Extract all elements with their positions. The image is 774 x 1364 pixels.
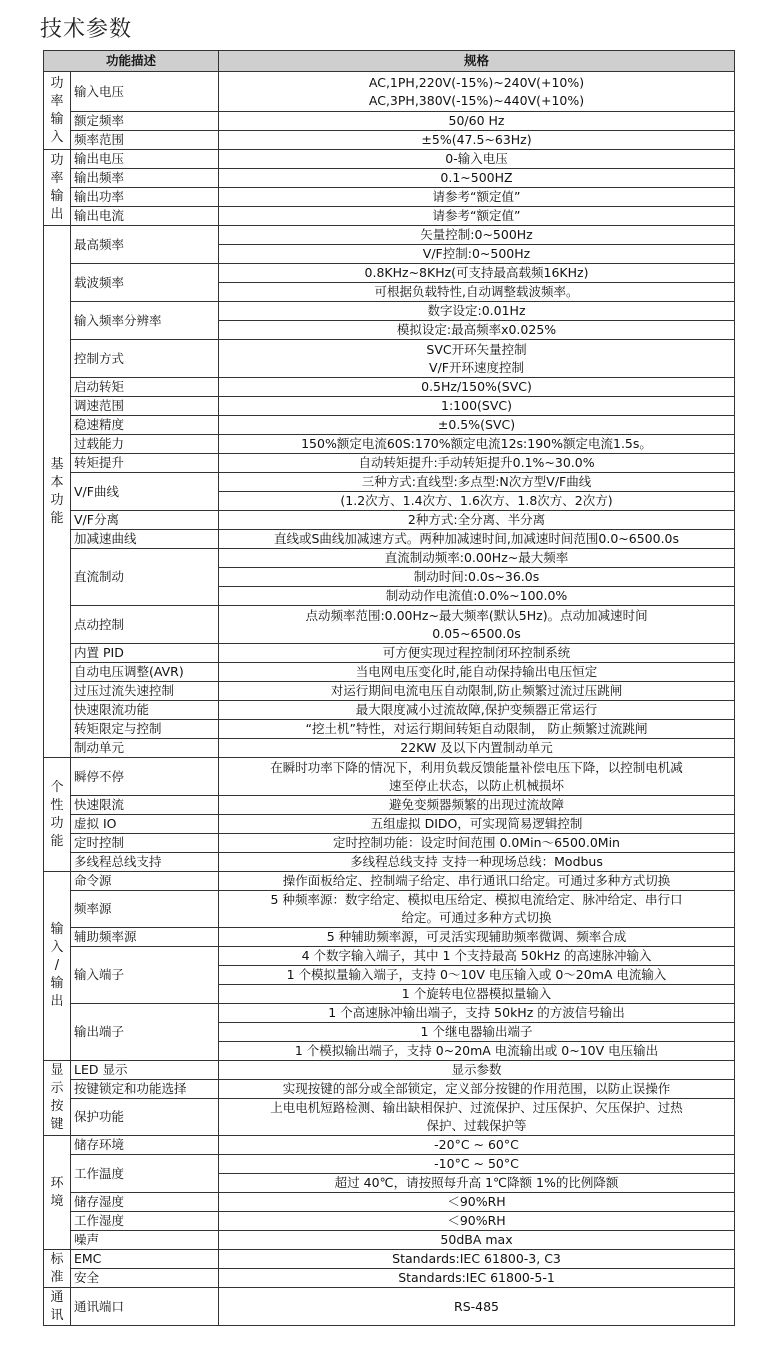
spec-cell: 22KW 及以下内置制动单元 xyxy=(219,739,735,758)
function-cell: 工作湿度 xyxy=(71,1212,219,1231)
table-row xyxy=(44,928,735,947)
function-cell: LED 显示 xyxy=(71,1061,219,1080)
spec-cell: 1 个继电器输出端子 xyxy=(219,1023,735,1042)
table-row xyxy=(44,264,735,283)
spec-cell: 最大限度减小过流故障,保护变频器正常运行 xyxy=(219,701,735,720)
function-cell: 载波频率 xyxy=(71,264,219,302)
function-cell: 过载能力 xyxy=(71,435,219,454)
spec-cell: 4 个数字输入端子，其中 1 个支持最高 50kHz 的高速脉冲输入 xyxy=(219,947,735,966)
spec-cell: 避免变频器频繁的出现过流故障 xyxy=(219,796,735,815)
spec-table xyxy=(43,50,735,1326)
spec-cell: 150%额定电流60S:170%额定电流12s:190%额定电流1.5s。 xyxy=(219,435,735,454)
spec-cell: SVC开环矢量控制 V/F开环速度控制 xyxy=(219,340,735,378)
table-row xyxy=(44,112,735,131)
table-row xyxy=(44,1004,735,1023)
spec-cell: 点动频率范围:0.00Hz~最大频率(默认5Hz)。点动加减速时间 0.05~6500.0s xyxy=(219,606,735,644)
function-cell: 输出电流 xyxy=(71,207,219,226)
category-cell: 标 准 xyxy=(44,1250,71,1288)
table-row xyxy=(44,606,735,644)
table-row xyxy=(44,302,735,321)
table-row xyxy=(44,872,735,891)
function-cell: 额定频率 xyxy=(71,112,219,131)
function-cell: 储存环境 xyxy=(71,1136,219,1155)
spec-cell: 5 种辅助频率源，可灵活实现辅助频率微调、频率合成 xyxy=(219,928,735,947)
spec-cell: 自动转矩提升:手动转矩提升0.1%~30.0% xyxy=(219,454,735,473)
spec-cell: 直线或S曲线加减速方式。两种加减速时间,加减速时间范围0.0~6500.0s xyxy=(219,530,735,549)
spec-cell: RS-485 xyxy=(219,1288,735,1326)
function-cell: 输出端子 xyxy=(71,1004,219,1061)
spec-cell: 制动动作电流值:0.0%~100.0% xyxy=(219,587,735,606)
function-cell: 输出功率 xyxy=(71,188,219,207)
function-cell: 工作温度 xyxy=(71,1155,219,1193)
table-row xyxy=(44,131,735,150)
table-row xyxy=(44,1250,735,1269)
category-cell: 通 讯 xyxy=(44,1288,71,1326)
function-cell: 快速限流 xyxy=(71,796,219,815)
table-row xyxy=(44,511,735,530)
spec-cell: 超过 40℃，请按照每升高 1℃降额 1%的比例降额 xyxy=(219,1174,735,1193)
spec-cell: 上电电机短路检测、输出缺相保护、过流保护、过压保护、欠压保护、过热 保护、过载保护等 xyxy=(219,1099,735,1136)
table-row xyxy=(44,454,735,473)
spec-cell: 50/60 Hz xyxy=(219,112,735,131)
table-row xyxy=(44,226,735,245)
header-spec: 规格 xyxy=(219,51,735,72)
table-row xyxy=(44,72,735,112)
function-cell: 输出频率 xyxy=(71,169,219,188)
function-cell: 稳速精度 xyxy=(71,416,219,435)
spec-cell: 0.8KHz~8KHz(可支持最高载频16KHz) xyxy=(219,264,735,283)
category-cell: 输 入 / 输 出 xyxy=(44,872,71,1061)
spec-cell: 2种方式:全分离、半分离 xyxy=(219,511,735,530)
spec-cell: AC,1PH,220V(-15%)~240V(+10%) AC,3PH,380V(-15%)~440V(+10%) xyxy=(219,72,735,112)
function-cell: 最高频率 xyxy=(71,226,219,264)
function-cell: 转矩提升 xyxy=(71,454,219,473)
function-cell: 调速范围 xyxy=(71,397,219,416)
function-cell: 频率范围 xyxy=(71,131,219,150)
table-row xyxy=(44,1269,735,1288)
spec-table-body xyxy=(44,72,735,1326)
spec-cell: Standards:IEC 61800-3, C3 xyxy=(219,1250,735,1269)
function-cell: 直流制动 xyxy=(71,549,219,606)
spec-cell: 请参考“额定值” xyxy=(219,188,735,207)
table-row xyxy=(44,796,735,815)
spec-cell: 操作面板给定、控制端子给定、串行通讯口给定。可通过多种方式切换 xyxy=(219,872,735,891)
function-cell: 输出电压 xyxy=(71,150,219,169)
table-row xyxy=(44,1193,735,1212)
table-header-row xyxy=(44,51,735,72)
table-row xyxy=(44,473,735,492)
function-cell: 定时控制 xyxy=(71,834,219,853)
spec-cell: 0.1~500HZ xyxy=(219,169,735,188)
spec-cell: 五组虚拟 DIDO，可实现简易逻辑控制 xyxy=(219,815,735,834)
table-row xyxy=(44,758,735,796)
function-cell: 多线程总线支持 xyxy=(71,853,219,872)
spec-cell: 定时控制功能：设定时间范围 0.0Min～6500.0Min xyxy=(219,834,735,853)
spec-cell: 1 个模拟输出端子，支持 0~20mA 电流输出或 0~10V 电压输出 xyxy=(219,1042,735,1061)
spec-cell: 50dBA max xyxy=(219,1231,735,1250)
spec-cell: 多线程总线支持 支持一种现场总线：Modbus xyxy=(219,853,735,872)
spec-cell: 实现按键的部分或全部锁定，定义部分按键的作用范围，以防止误操作 xyxy=(219,1080,735,1099)
header-function: 功能描述 xyxy=(44,51,219,72)
spec-cell: 数字设定:0.01Hz xyxy=(219,302,735,321)
spec-cell: 对运行期间电流电压自动限制,防止频繁过流过压跳闸 xyxy=(219,682,735,701)
function-cell: 加减速曲线 xyxy=(71,530,219,549)
spec-cell: 当电网电压变化时,能自动保持输出电压恒定 xyxy=(219,663,735,682)
table-row xyxy=(44,169,735,188)
table-row xyxy=(44,397,735,416)
function-cell: V/F曲线 xyxy=(71,473,219,511)
function-cell: 虚拟 IO xyxy=(71,815,219,834)
table-row xyxy=(44,720,735,739)
function-cell: 安全 xyxy=(71,1269,219,1288)
table-row xyxy=(44,1212,735,1231)
function-cell: 快速限流功能 xyxy=(71,701,219,720)
function-cell: 输入电压 xyxy=(71,72,219,112)
table-row xyxy=(44,416,735,435)
spec-cell: 制动时间:0.0s~36.0s xyxy=(219,568,735,587)
function-cell: 命令源 xyxy=(71,872,219,891)
category-cell: 个 性 功 能 xyxy=(44,758,71,872)
function-cell: V/F分离 xyxy=(71,511,219,530)
category-cell: 功 率 输 出 xyxy=(44,150,71,226)
table-row xyxy=(44,378,735,397)
spec-cell: 1 个高速脉冲输出端子，支持 50kHz 的方波信号输出 xyxy=(219,1004,735,1023)
spec-cell: ＜90%RH xyxy=(219,1193,735,1212)
spec-cell: 请参考“额定值” xyxy=(219,207,735,226)
table-row xyxy=(44,207,735,226)
function-cell: 频率源 xyxy=(71,891,219,928)
spec-cell: 模拟设定:最高频率x0.025% xyxy=(219,321,735,340)
function-cell: 内置 PID xyxy=(71,644,219,663)
function-cell: 自动电压调整(AVR) xyxy=(71,663,219,682)
table-row xyxy=(44,340,735,378)
spec-cell: “挖土机”特性，对运行期间转矩自动限制， 防止频繁过流跳闸 xyxy=(219,720,735,739)
function-cell: 噪声 xyxy=(71,1231,219,1250)
function-cell: 点动控制 xyxy=(71,606,219,644)
spec-cell: ±5%(47.5~63Hz) xyxy=(219,131,735,150)
table-row xyxy=(44,815,735,834)
function-cell: 按键锁定和功能选择 xyxy=(71,1080,219,1099)
spec-cell: (1.2次方、1.4次方、1.6次方、1.8次方、2次方) xyxy=(219,492,735,511)
table-row xyxy=(44,1155,735,1174)
table-row xyxy=(44,150,735,169)
function-cell: 瞬停不停 xyxy=(71,758,219,796)
spec-cell: 在瞬时功率下降的情况下，利用负载反馈能量补偿电压下降，以控制电机减 速至停止状态，以防止机械损坏 xyxy=(219,758,735,796)
spec-cell: V/F控制:0~500Hz xyxy=(219,245,735,264)
function-cell: 输入端子 xyxy=(71,947,219,1004)
function-cell: 启动转矩 xyxy=(71,378,219,397)
table-row xyxy=(44,644,735,663)
spec-cell: 直流制动频率:0.00Hz~最大频率 xyxy=(219,549,735,568)
spec-cell: 矢量控制:0~500Hz xyxy=(219,226,735,245)
function-cell: 制动单元 xyxy=(71,739,219,758)
function-cell: 储存湿度 xyxy=(71,1193,219,1212)
spec-cell: 1 个旋转电位器模拟量输入 xyxy=(219,985,735,1004)
table-row xyxy=(44,1061,735,1080)
category-cell: 基 本 功 能 xyxy=(44,226,71,758)
function-cell: 控制方式 xyxy=(71,340,219,378)
table-row xyxy=(44,853,735,872)
function-cell: EMC xyxy=(71,1250,219,1269)
table-row xyxy=(44,739,735,758)
page-title: 技术参数 xyxy=(40,17,133,42)
spec-cell: 显示参数 xyxy=(219,1061,735,1080)
spec-cell: 可根据负载特性,自动调整载波频率。 xyxy=(219,283,735,302)
spec-cell: 5 种频率源：数字给定、模拟电压给定、模拟电流给定、脉冲给定、串行口 给定。可通过多种方式切换 xyxy=(219,891,735,928)
table-row xyxy=(44,1080,735,1099)
table-row xyxy=(44,663,735,682)
function-cell: 辅助频率源 xyxy=(71,928,219,947)
spec-cell: -10°C ~ 50°C xyxy=(219,1155,735,1174)
table-row xyxy=(44,188,735,207)
function-cell: 转矩限定与控制 xyxy=(71,720,219,739)
table-row xyxy=(44,1099,735,1136)
table-row xyxy=(44,1136,735,1155)
spec-cell: -20°C ~ 60°C xyxy=(219,1136,735,1155)
table-row xyxy=(44,891,735,928)
table-row xyxy=(44,947,735,966)
function-cell: 输入频率分辨率 xyxy=(71,302,219,340)
spec-cell: 三种方式:直线型:多点型:N次方型V/F曲线 xyxy=(219,473,735,492)
spec-cell: ±0.5%(SVC) xyxy=(219,416,735,435)
spec-cell: 可方便实现过程控制闭环控制系统 xyxy=(219,644,735,663)
table-row xyxy=(44,1231,735,1250)
category-cell: 环 境 xyxy=(44,1136,71,1250)
function-cell: 保护功能 xyxy=(71,1099,219,1136)
table-row xyxy=(44,530,735,549)
table-row xyxy=(44,549,735,568)
spec-cell: ＜90%RH xyxy=(219,1212,735,1231)
spec-cell: Standards:IEC 61800-5-1 xyxy=(219,1269,735,1288)
table-row xyxy=(44,435,735,454)
category-cell: 显 示 按 键 xyxy=(44,1061,71,1136)
table-row xyxy=(44,834,735,853)
spec-cell: 1:100(SVC) xyxy=(219,397,735,416)
spec-cell: 0-输入电压 xyxy=(219,150,735,169)
spec-cell: 0.5Hz/150%(SVC) xyxy=(219,378,735,397)
category-cell: 功 率 输 入 xyxy=(44,72,71,150)
table-row xyxy=(44,682,735,701)
table-row xyxy=(44,701,735,720)
spec-cell: 1 个模拟量输入端子，支持 0～10V 电压输入或 0～20mA 电流输入 xyxy=(219,966,735,985)
table-row xyxy=(44,1288,735,1326)
function-cell: 过压过流失速控制 xyxy=(71,682,219,701)
function-cell: 通讯端口 xyxy=(71,1288,219,1326)
